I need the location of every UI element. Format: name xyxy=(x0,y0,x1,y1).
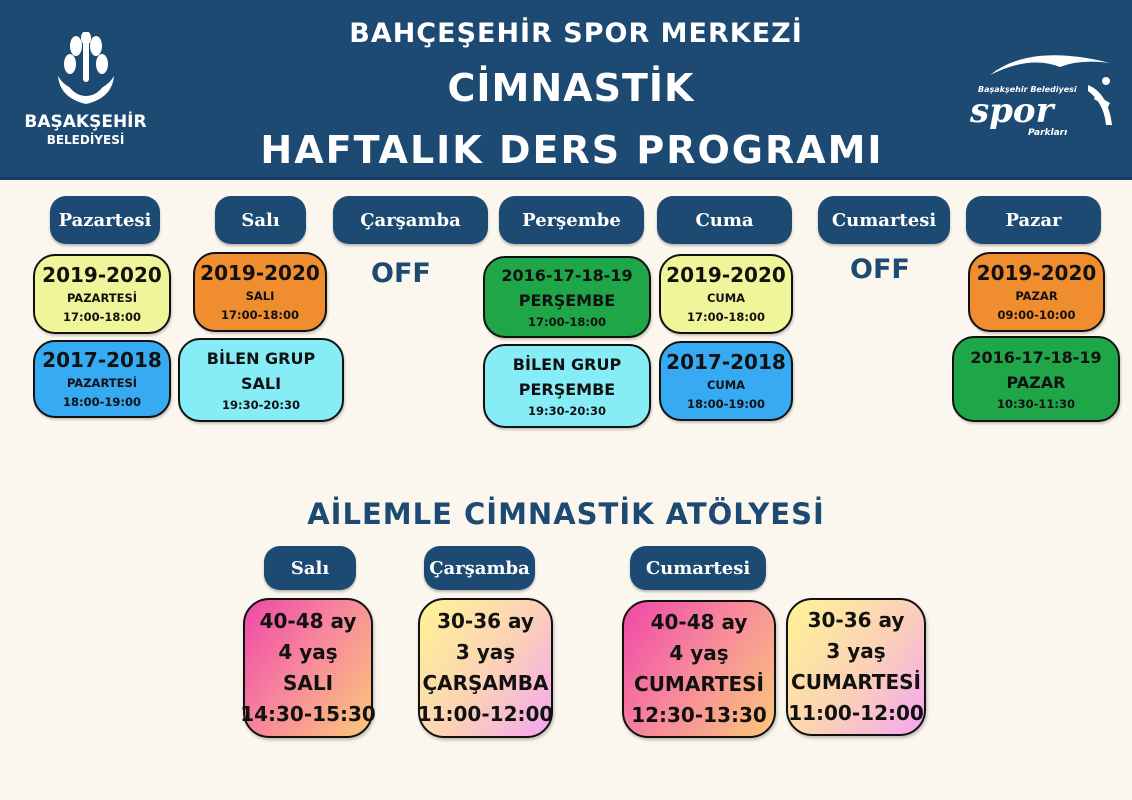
class-time: 19:30-20:30 xyxy=(222,397,300,412)
class-day: SALI xyxy=(245,288,275,303)
workshop-day-cumartesi: Cumartesi xyxy=(630,546,766,590)
class-card xyxy=(33,340,171,418)
center-name: BAHÇEŞEHİR SPOR MERKEZİ xyxy=(349,18,803,49)
workshop-years: 4 yaş xyxy=(669,641,729,665)
class-time: 18:00-19:00 xyxy=(63,394,141,409)
class-time: 10:30-11:30 xyxy=(997,396,1075,411)
logo-left-subtitle: BELEDİYESİ xyxy=(46,133,125,147)
workshop-age: 40-48 ay xyxy=(259,609,357,633)
class-group: 2019-2020 xyxy=(976,260,1097,285)
class-card xyxy=(33,254,171,334)
workshop-time: 12:30-13:30 xyxy=(631,703,767,727)
header-banner xyxy=(0,0,1132,180)
logo-right-caption: Başakşehir Belediyesi xyxy=(978,85,1077,94)
class-group: 2017-2018 xyxy=(42,347,162,372)
workshop-day-carsamba: Çarşamba xyxy=(424,546,535,590)
class-card xyxy=(952,336,1120,422)
class-day: PERŞEMBE xyxy=(518,290,616,310)
class-group: 2019-2020 xyxy=(666,262,786,287)
class-card xyxy=(193,252,327,332)
class-group: 2019-2020 xyxy=(200,260,320,285)
workshop-age: 30-36 ay xyxy=(437,609,534,633)
spor-parklari-logo xyxy=(960,45,1120,140)
workshop-card xyxy=(240,598,376,738)
workshop-day: ÇARŞAMBA xyxy=(422,671,549,695)
workshop-time: 14:30-15:30 xyxy=(240,702,376,726)
class-group: 2016-17-18-19 xyxy=(970,347,1102,367)
workshop-day: SALI xyxy=(282,671,334,695)
workshop-age: 30-36 ay xyxy=(807,608,905,632)
workshop-day: CUMARTESİ xyxy=(634,672,764,696)
off-cumartesi: OFF xyxy=(850,254,910,285)
workshop-day: CUMARTESİ xyxy=(791,670,921,694)
day-header-persembe: Perşembe xyxy=(499,196,644,244)
class-card xyxy=(659,254,793,334)
class-day: CUMA xyxy=(706,377,746,392)
class-card xyxy=(483,256,651,338)
day-header-cuma: Cuma xyxy=(657,196,792,244)
class-group: 2019-2020 xyxy=(42,262,162,287)
class-time: 17:00-18:00 xyxy=(687,309,765,324)
workshop-day-sali: Salı xyxy=(264,546,356,590)
workshop-time: 11:00-12:00 xyxy=(788,701,924,725)
workshop-years: 4 yaş xyxy=(278,640,338,664)
class-day: PERŞEMBE xyxy=(518,379,616,399)
class-group: 2017-2018 xyxy=(666,349,786,374)
class-card xyxy=(968,252,1105,332)
class-card xyxy=(178,338,344,422)
day-header-carsamba: Çarşamba xyxy=(333,196,488,244)
class-time: 17:00-18:00 xyxy=(528,314,606,329)
class-day: PAZAR xyxy=(1015,288,1058,303)
class-group: BİLEN GRUP xyxy=(206,348,316,368)
workshop-years: 3 yaş xyxy=(455,640,516,664)
workshop-card xyxy=(622,600,776,738)
workshop-time: 11:00-12:00 xyxy=(417,702,554,726)
day-header-pazartesi: Pazartesi xyxy=(50,196,160,244)
class-card xyxy=(659,341,793,421)
class-time: 09:00-10:00 xyxy=(997,307,1076,322)
class-time: 19:30-20:30 xyxy=(528,403,606,418)
class-day: PAZARTESİ xyxy=(66,290,138,305)
class-group: BİLEN GRUP xyxy=(512,354,622,374)
logo-right-brand: spor xyxy=(970,91,1054,131)
off-carsamba: OFF xyxy=(371,258,431,289)
day-header-pazar: Pazar xyxy=(966,196,1101,244)
class-time: 18:00-19:00 xyxy=(687,396,765,411)
class-day: PAZARTESİ xyxy=(66,375,138,390)
workshop-age: 40-48 ay xyxy=(650,610,748,634)
workshop-card xyxy=(418,598,553,738)
class-group: 2016-17-18-19 xyxy=(501,265,633,285)
class-card xyxy=(483,344,651,428)
logo-left-name: BAŞAKŞEHİR xyxy=(24,112,147,132)
logo-right-subtitle: Parkları xyxy=(1028,128,1068,138)
class-day: PAZAR xyxy=(1006,372,1066,392)
class-time: 17:00-18:00 xyxy=(221,307,299,322)
sport-title: CİMNASTİK xyxy=(447,66,695,110)
day-header-sali: Salı xyxy=(215,196,306,244)
class-day: CUMA xyxy=(706,290,746,305)
workshop-title: AİLEMLE CİMNASTİK ATÖLYESİ xyxy=(307,497,825,531)
day-header-cumartesi: Cumartesi xyxy=(818,196,950,244)
program-title: HAFTALIK DERS PROGRAMI xyxy=(260,128,884,172)
class-time: 17:00-18:00 xyxy=(63,309,141,324)
workshop-card xyxy=(786,598,926,736)
class-day: SALI xyxy=(240,373,282,393)
workshop-years: 3 yaş xyxy=(826,639,886,663)
